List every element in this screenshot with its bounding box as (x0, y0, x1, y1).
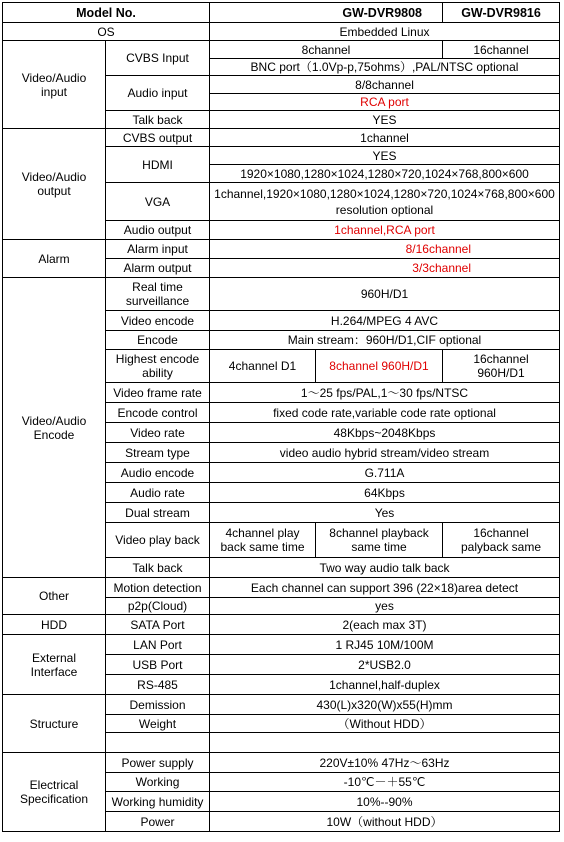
hdmi-value: YES (210, 147, 560, 165)
alarm-output-value: 3/3channel (210, 259, 560, 278)
video-rate-value: 48Kbps~2048Kbps (210, 423, 560, 443)
table-row (3, 129, 560, 147)
group-hdd: HDD (3, 615, 106, 635)
video-play-back-16ch: 16channel palyback same (443, 523, 560, 558)
cvbs-output-label: CVBS output (106, 129, 210, 147)
power-label: Power (106, 812, 210, 832)
model-a: GW-DVR9808 (210, 3, 443, 23)
highest-encode-16ch: 16channel 960H/D1 (443, 350, 560, 383)
video-play-back-4ch: 4channel play back same time (210, 523, 316, 558)
audio-encode-value: G.711A (210, 463, 560, 483)
motion-detection-value: Each channel can support 396 (22×18)area detect (210, 578, 560, 598)
cvbs-input-8ch: 8channel (210, 41, 443, 59)
table-row (3, 695, 560, 715)
table-row (3, 753, 560, 773)
cvbs-output-value: 1channel (210, 129, 560, 147)
audio-encode-label: Audio encode (106, 463, 210, 483)
table-row (3, 615, 560, 635)
encode-talk-back-value: Two way audio talk back (210, 558, 560, 578)
video-encode-value: H.264/MPEG 4 AVC (210, 311, 560, 331)
table-row (3, 578, 560, 598)
power-supply-value: 220V±10% 47Hz～63Hz (210, 753, 560, 773)
header-row (3, 3, 560, 23)
demission-label: Demission (106, 695, 210, 715)
video-frame-rate-label: Video frame rate (106, 383, 210, 403)
video-play-back-label: Video play back (106, 523, 210, 558)
sata-port-label: SATA Port (106, 615, 210, 635)
group-structure: Structure (3, 695, 106, 753)
realtime-label: Real time surveillance (106, 278, 210, 311)
audio-rate-label: Audio rate (106, 483, 210, 503)
realtime-value: 960H/D1 (210, 278, 560, 311)
working-value: -10℃－＋55℃ (210, 773, 560, 792)
group-external-interface: External Interface (3, 635, 106, 695)
dual-stream-value: Yes (210, 503, 560, 523)
highest-encode-8ch: 8channel 960H/D1 (316, 350, 443, 383)
audio-input-label: Audio input (106, 76, 210, 111)
power-value: 10W（without HDD） (210, 812, 560, 832)
stream-type-label: Stream type (106, 443, 210, 463)
audio-output-label: Audio output (106, 221, 210, 240)
alarm-output-label: Alarm output (106, 259, 210, 278)
encode-control-label: Encode control (106, 403, 210, 423)
encode-label: Encode (106, 331, 210, 350)
lan-port-label: LAN Port (106, 635, 210, 655)
rs485-label: RS-485 (106, 675, 210, 695)
model-b: GW-DVR9816 (443, 3, 560, 23)
group-other: Other (3, 578, 106, 615)
talk-back-label: Talk back (106, 111, 210, 129)
rs485-value: 1channel,half-duplex (210, 675, 560, 695)
sata-port-value: 2(each max 3T) (210, 615, 560, 635)
os-row (3, 23, 560, 41)
alarm-input-value: 8/16channel (210, 240, 560, 259)
structure-empty-label (106, 733, 210, 753)
stream-type-value: video audio hybrid stream/video stream (210, 443, 560, 463)
working-humidity-value: 10%--90% (210, 792, 560, 812)
usb-port-value: 2*USB2.0 (210, 655, 560, 675)
cvbs-input-note: BNC port（1.0Vp-p,75ohms）,PAL/NTSC optional (210, 59, 560, 76)
group-video-audio-input: Video/Audio input (3, 41, 106, 129)
weight-label: Weight (106, 715, 210, 733)
os-value: Embedded Linux (210, 23, 560, 41)
audio-rate-value: 64Kbps (210, 483, 560, 503)
group-video-audio-encode: Video/Audio Encode (3, 278, 106, 578)
working-label: Working (106, 773, 210, 792)
video-encode-label: Video encode (106, 311, 210, 331)
weight-value: （Without HDD） (210, 715, 560, 733)
highest-encode-label: Highest encode ability (106, 350, 210, 383)
table-row (3, 278, 560, 311)
motion-detection-label: Motion detection (106, 578, 210, 598)
usb-port-label: USB Port (106, 655, 210, 675)
cvbs-input-label: CVBS Input (106, 41, 210, 76)
audio-input-value: 8/8channel (210, 76, 560, 94)
encode-control-value: fixed code rate,variable code rate optional (210, 403, 560, 423)
structure-empty-value (210, 733, 560, 753)
table-row (3, 240, 560, 259)
group-video-audio-output: Video/Audio output (3, 129, 106, 240)
encode-talk-back-label: Talk back (106, 558, 210, 578)
hdmi-label: HDMI (106, 147, 210, 183)
power-supply-label: Power supply (106, 753, 210, 773)
hdmi-note: 1920×1080,1280×1024,1280×720,1024×768,800×600 (210, 165, 560, 183)
os-label: OS (3, 23, 210, 41)
cvbs-input-16ch: 16channel (443, 41, 560, 59)
video-play-back-8ch: 8channel playback same time (316, 523, 443, 558)
audio-input-note: RCA port (210, 94, 560, 111)
working-humidity-label: Working humidity (106, 792, 210, 812)
highest-encode-4ch: 4channel D1 (210, 350, 316, 383)
group-electrical: Electrical Specification (3, 753, 106, 832)
encode-value: Main stream：960H/D1,CIF optional (210, 331, 560, 350)
dual-stream-label: Dual stream (106, 503, 210, 523)
p2p-label: p2p(Cloud) (106, 598, 210, 615)
table-row (3, 41, 560, 59)
lan-port-value: 1 RJ45 10M/100M (210, 635, 560, 655)
spec-table (2, 2, 560, 832)
audio-output-value: 1channel,RCA port (210, 221, 560, 240)
model-label: Model No. (3, 3, 210, 23)
talk-back-value: YES (210, 111, 560, 129)
vga-label: VGA (106, 183, 210, 221)
table-row (3, 635, 560, 655)
video-rate-label: Video rate (106, 423, 210, 443)
video-frame-rate-value: 1～25 fps/PAL,1～30 fps/NTSC (210, 383, 560, 403)
p2p-value: yes (210, 598, 560, 615)
vga-value: 1channel,1920×1080,1280×1024,1280×720,1024×768,800×600 resolution optional (210, 183, 560, 221)
demission-value: 430(L)x320(W)x55(H)mm (210, 695, 560, 715)
group-alarm: Alarm (3, 240, 106, 278)
alarm-input-label: Alarm input (106, 240, 210, 259)
